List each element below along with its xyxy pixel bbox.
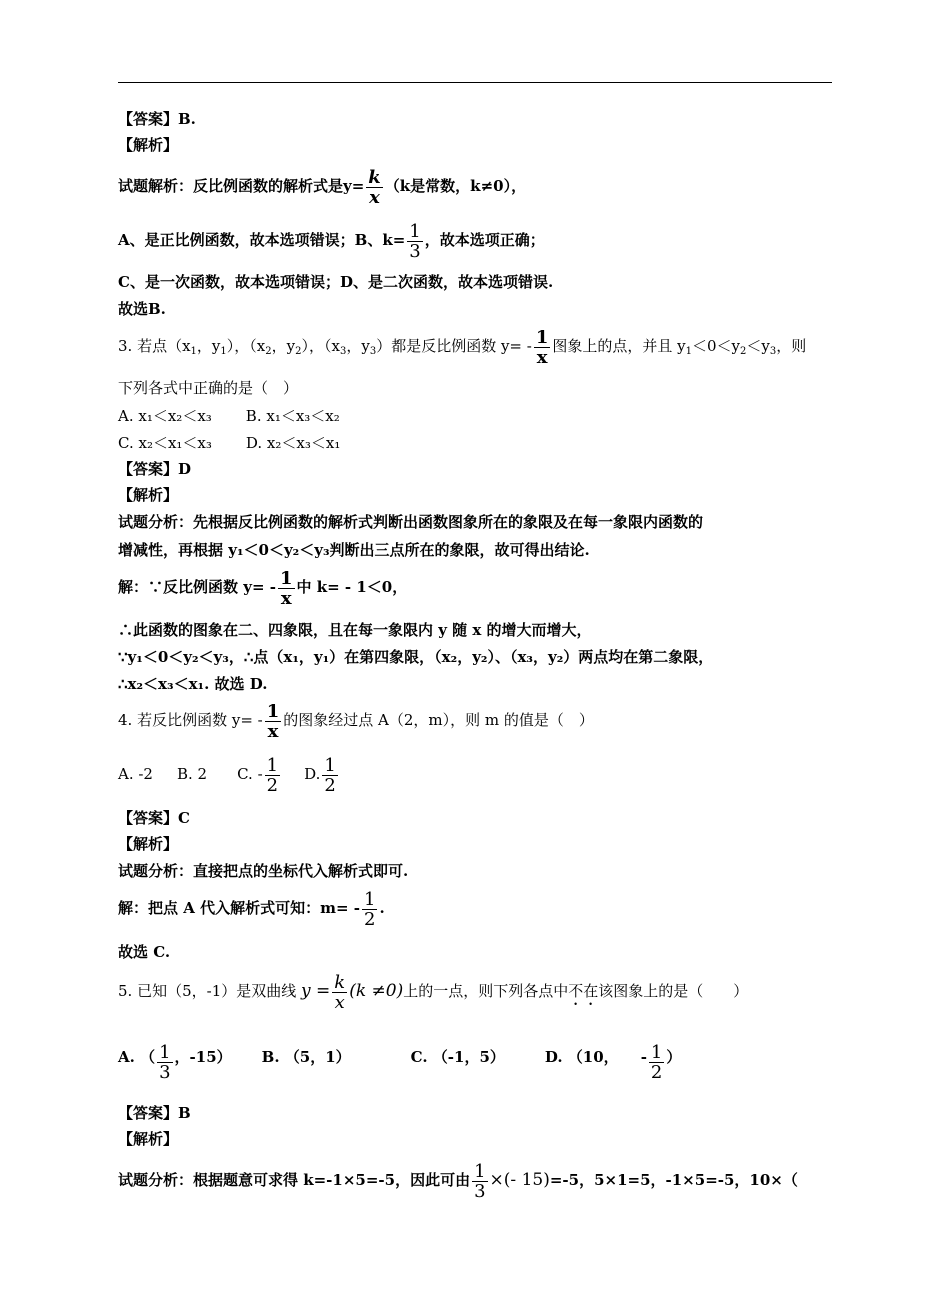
q4-analysis-1: 试题分析：直接把点的坐标代入解析式即可. (118, 862, 409, 880)
q4-option-a: A. -2 (118, 765, 153, 783)
q3-option-d: D. x₂＜x₃＜x₁ (245, 434, 341, 452)
q4-option-d: D. $\frac{1}{2}$ (304, 754, 336, 796)
q5-option-b: B. （5，1） (261, 1048, 351, 1066)
fraction-one-half: $\frac{1}{2}$ (266, 754, 279, 796)
q5-option-d: D. （10， - $\frac{1}{2}$ ） (544, 1042, 682, 1083)
q4-answer: 【答案】C (118, 809, 190, 827)
q2-line2 (118, 218, 545, 262)
q3-options-ab (118, 406, 340, 426)
q2-line4: 故选B. (118, 300, 166, 318)
q3-option-b: B. x₁＜x₃＜x₂ (245, 407, 340, 425)
q3-option-c: C. x₂＜x₁＜x₃ (118, 434, 212, 452)
fraction-one-over-x: $\frac{1}{x}$ (279, 567, 293, 609)
q3-stem-line2: 下列各式中正确的是（ ） (118, 379, 299, 397)
q2-analysis-head: 【解析】 (118, 136, 179, 154)
q3-answer: 【答案】D (118, 460, 192, 478)
q3-option-a: A. x₁＜x₂＜x₃ (118, 407, 212, 425)
q3-solution-3: ∵y₁＜0＜y₂＜y₃，∴点（x₁，y₁）在第四象限，（x₂，y₂）、（x₃，y₂）两点均在第二象限， (118, 648, 714, 666)
q2-line1-text: 试题解析：反比例函数的解析式是y= (118, 177, 365, 195)
q2-line1 (118, 164, 526, 208)
q2-line2-text: A、是正比例函数，故本选项错误；B、k= (118, 231, 406, 249)
fraction-one-half: $\frac{1}{2}$ (363, 888, 376, 930)
q5-options (118, 1034, 681, 1082)
q4-analysis-head: 【解析】 (118, 835, 179, 853)
q5-stem: 5. 已知（5，-1）是双曲线 y = $\frac{k}{x}$ (k ≠0)上的一点，则下列各点中不在该图象上的是（ ） (118, 971, 749, 1013)
q5-answer: 【答案】B (118, 1104, 191, 1122)
q5-option-a: A. （ $\frac{1}{3}$ ，-15） (118, 1042, 232, 1083)
q4-option-c: C. - $\frac{1}{2}$ (237, 754, 279, 796)
q4-option-b: B. 2 (176, 765, 208, 783)
q3-analysis-2: 增减性，再根据 y₁＜0＜y₂＜y₃判断出三点所在的象限，故可得出结论. (118, 541, 590, 559)
fraction-one-over-x: $\frac{1}{x}$ (535, 326, 549, 368)
q4-final: 故选 C. (118, 943, 171, 961)
q3-analysis-head: 【解析】 (118, 486, 179, 504)
fraction-k-over-x: $\frac{k}{x}$ (334, 971, 346, 1013)
fraction-one-third: $\frac{1}{3}$ (409, 220, 421, 262)
q3-solution-4: ∴x₂＜x₃＜x₁. 故选 D. (118, 675, 268, 693)
q3-options-cd (118, 433, 340, 453)
fraction-one-half: $\frac{1}{2}$ (324, 754, 336, 796)
q2-line1-post: （k是常数，k≠0）， (384, 177, 527, 195)
q5-analysis-1: 试题分析：根据题意可求得 k=-1×5=-5，因此可由 $\frac{1}{3}$ ×(- 15)=-5，5×1=5，-1×5=-5，10×（ (118, 1160, 798, 1202)
q5-option-c: C. （-1，5） (410, 1048, 505, 1066)
fraction-one-over-x: $\frac{1}{x}$ (266, 700, 280, 742)
fraction-one-half: $\frac{1}{2}$ (650, 1042, 663, 1083)
q2-line3: C、是一次函数，故本选项错误；D、是二次函数，故本选项错误. (118, 273, 554, 291)
q4-options (118, 752, 340, 796)
q4-solution: 解：把点 A 代入解析式可知：m= - $\frac{1}{2}$ . (118, 888, 385, 930)
fraction-one-third: $\frac{1}{3}$ (474, 1160, 486, 1202)
q5-analysis-head: 【解析】 (118, 1130, 179, 1148)
header-rule (118, 82, 832, 83)
q3-solution-1: 解：∵反比例函数 y= - $\frac{1}{x}$ 中 k= - 1＜0， (118, 567, 408, 609)
q3-stem: 3. 若点（$x_1$，$y_1$），（$x_2$，$y_2$），（$x_3$，$y_3$）都是反比例函数 y= - $\frac{1}{x}$ 图象上的点，并且 $y_1<0<y_2<y_3$，则 (118, 326, 807, 368)
fraction-one-third: $\frac{1}{3}$ (159, 1042, 171, 1083)
q4-stem: 4. 若反比例函数 y= - $\frac{1}{x}$ 的图象经过点 A（2，m），则 m 的值是（ ） (118, 700, 594, 742)
q3-analysis-1: 试题分析：先根据反比例函数的解析式判断出函数图象所在的象限及在每一象限内函数的 (118, 513, 704, 531)
q2-answer: 【答案】B. (118, 110, 196, 128)
q2-line2-post: ，故本选项正确； (424, 231, 545, 249)
q3-solution-2: ∴此函数的图象在二、四象限，且在每一象限内 y 随 x 的增大而增大， (118, 621, 592, 639)
fraction-k-over-x: $\frac{k}{x}$ (368, 166, 381, 208)
